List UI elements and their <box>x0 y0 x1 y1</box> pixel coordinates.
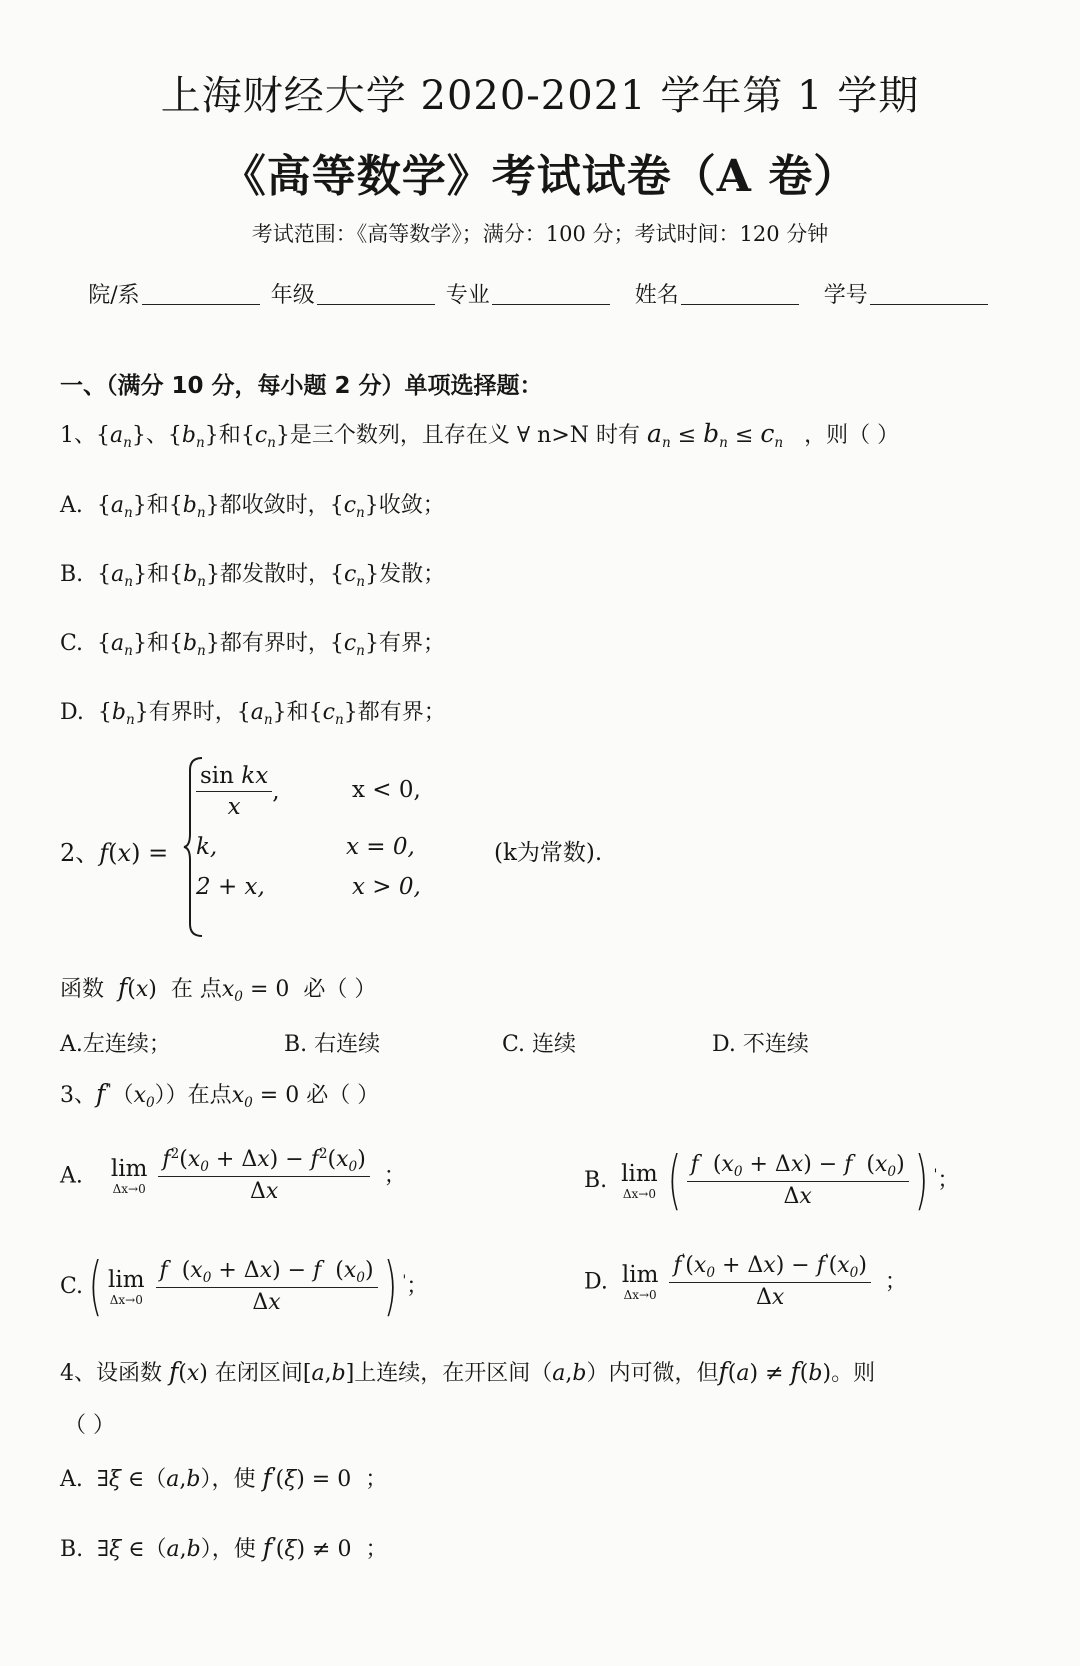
student-info-row <box>0 278 1080 309</box>
question-2-stem: 函数 f(x) 在 点$x_0 = 0$ 必（ ） <box>60 973 377 1005</box>
question-4-answer-blank: （ ） <box>64 1413 115 1438</box>
piecewise-case-3: 2 + x, <box>196 874 265 900</box>
department-blank[interactable] <box>142 282 260 305</box>
question-3-option-c[interactable]: C.( lim Δx→0 $\frac{f (x_0 + \Delta x) - f (x_0)}{\Delta x}$ ) '； <box>60 1250 429 1324</box>
name-blank[interactable] <box>681 282 799 305</box>
question-1-option-b[interactable]: B. $\{a_n\}$和$\{b_n\}$都发散时，$\{c_n\}$发散； <box>60 562 446 590</box>
question-2-option-a[interactable]: A.左连续； <box>60 1032 171 1057</box>
question-3-option-a[interactable]: A. lim Δx→0 $\frac{f^2(x_0 + \Delta x) - f^2(x_0)}{\Delta x}$ ； <box>60 1146 406 1204</box>
field-grade: 年级 <box>270 283 315 308</box>
question-2-label: 2、f(x) = <box>60 839 169 867</box>
question-2-option-b[interactable]: B. 右连续 <box>284 1032 381 1057</box>
question-4-option-b[interactable]: B. ∃ξ ∈（a,b），使 f'(ξ) ≠ 0 ； <box>60 1533 388 1562</box>
field-major: 专业 <box>445 283 490 308</box>
question-3-stem: 3、$f^"(x_0)$）在点$x_0 = 0$ 必（ ） <box>60 1079 380 1111</box>
field-student-id: 学号 <box>823 283 868 308</box>
question-2-option-c[interactable]: C. 连续 <box>502 1032 577 1057</box>
piecewise-case-1-cond: x < 0, <box>352 777 421 803</box>
piecewise-case-1: $\frac{\text{sin kx}}{x}$ , <box>196 762 280 823</box>
piecewise-case-3-cond: x > 0, <box>352 874 421 900</box>
piecewise-case-2-cond: x = 0, <box>346 834 415 860</box>
question-4-stem: 4、设函数 f(x) 在闭区间[a,b]上连续，在开区间（a,b）内可微，但f(a) ≠ f(b)。则 <box>60 1357 876 1386</box>
constant-note: (k为常数). <box>494 840 603 866</box>
student-id-blank[interactable] <box>870 282 988 305</box>
question-3-option-d[interactable]: D. lim Δx→0 $\frac{f'(x_0 + \Delta x) - f'(x_0)}{\Delta x}$ ； <box>584 1252 907 1310</box>
question-1-option-c[interactable]: C. $\{a_n\}$和$\{b_n\}$都有界时，$\{c_n\}$有界； <box>60 631 445 659</box>
piecewise-case-2: k, <box>196 834 218 860</box>
exam-subtitle: 《高等数学》考试试卷（A 卷） <box>221 151 859 202</box>
section-heading: 一、（满分 10 分，每小题 2 分）单项选择题： <box>60 373 543 399</box>
field-name: 姓名 <box>634 283 679 308</box>
grade-blank[interactable] <box>317 282 435 305</box>
question-1: 1、$\{a_n\}$、$\{b_n\}$和$\{c_n\}$是三个数列，且存在义 ∀ n>N 时有 $a_n \le b_n \le c_n$ ，则（ ） <box>60 419 900 451</box>
major-blank[interactable] <box>492 282 610 305</box>
question-3-option-b[interactable]: B. lim Δx→0 ( $\frac{f (x_0 + \Delta x) - f (x_0)}{\Delta x}$ ) '； <box>584 1144 960 1218</box>
question-1-option-a[interactable]: A. $\{a_n\}$和$\{b_n\}$都收敛时，$\{c_n\}$收敛； <box>60 493 445 521</box>
question-1-option-d[interactable]: D. $\{b_n\}$有界时，$\{a_n\}$和$\{c_n\}$都有界； <box>60 700 446 728</box>
exam-scope: 考试范围：《高等数学》；满分：100 分；考试时间：120 分钟 <box>251 222 829 246</box>
question-4-option-a[interactable]: A. ∃ξ ∈（a,b），使 f'(ξ) = 0 ； <box>60 1463 388 1492</box>
question-2-option-d[interactable]: D. 不连续 <box>712 1032 809 1057</box>
exam-title: 上海财经大学 2020-2021 学年第 1 学期 <box>160 73 920 119</box>
field-department: 院/系 <box>88 283 140 308</box>
